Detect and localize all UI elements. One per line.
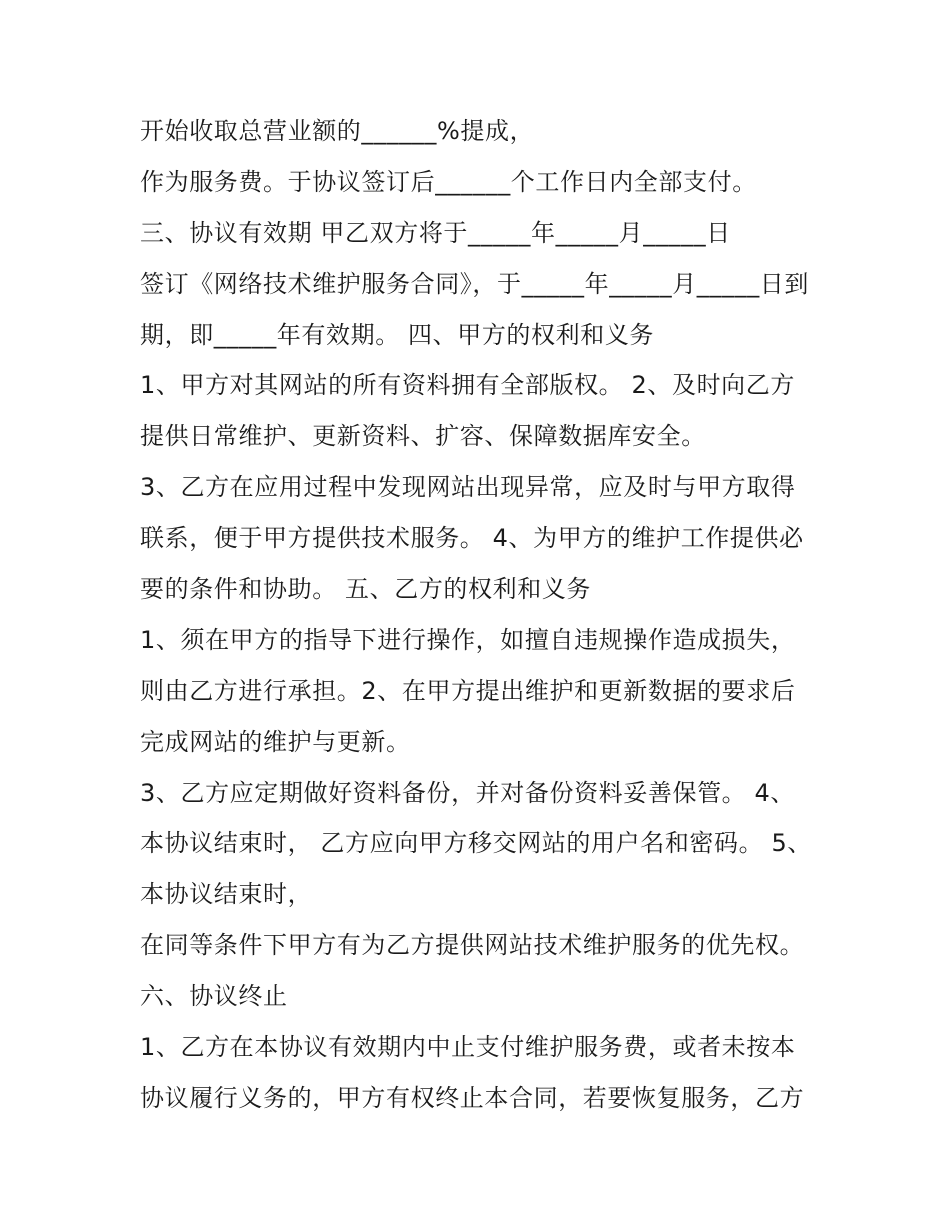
text-line: 1、甲方对其网站的所有资料拥有全部版权。 2、及时向乙方 (140, 371, 795, 400)
text-line: 联系，便于甲方提供技术服务。 4、为甲方的维护工作提供必 (140, 524, 804, 553)
text-line: 开始收取总营业额的______%提成， (140, 117, 535, 145)
text-line: 则由乙方进行承担。2、在甲方提出维护和更新数据的要求后 (140, 676, 796, 705)
text-line: 三、协议有效期 甲乙双方将于_____年_____月_____日 (140, 218, 731, 247)
text-line: 作为服务费。于协议签订后______个工作日内全部支付。 (140, 167, 757, 196)
contract-text-body (140, 106, 840, 1124)
text-line: 在同等条件下甲方有为乙方提供网站技术维护服务的优先权。 (140, 931, 805, 960)
text-line: 提供日常维护、更新资料、扩容、保障数据库安全。 (140, 422, 706, 451)
text-line: 3、乙方应定期做好资料备份，并对备份资料妥善保管。 4、 (140, 778, 795, 807)
text-line: 本协议结束时， 乙方应向甲方移交网站的用户名和密码。 5、 (140, 829, 812, 858)
text-line: 六、协议终止 (140, 982, 288, 1011)
text-line: 签订《网络技术维护服务合同》，于_____年_____月_____日到 (140, 269, 809, 298)
text-line: 本协议结束时， (140, 880, 313, 909)
text-line: 1、须在甲方的指导下进行操作，如擅自违规操作造成损失， (140, 625, 796, 654)
text-line: 协议履行义务的，甲方有权终止本合同，若要恢复服务，乙方 (140, 1083, 805, 1112)
text-line: 1、乙方在本协议有效期内中止支付维护服务费，或者未按本 (140, 1033, 796, 1062)
text-line: 3、乙方在应用过程中发现网站出现异常，应及时与甲方取得 (140, 473, 796, 502)
text-line: 期，即_____年有效期。 四、甲方的权利和义务 (140, 320, 655, 349)
text-line: 完成网站的维护与更新。 (140, 727, 411, 756)
text-line: 要的条件和协助。 五、乙方的权利和义务 (140, 575, 592, 604)
